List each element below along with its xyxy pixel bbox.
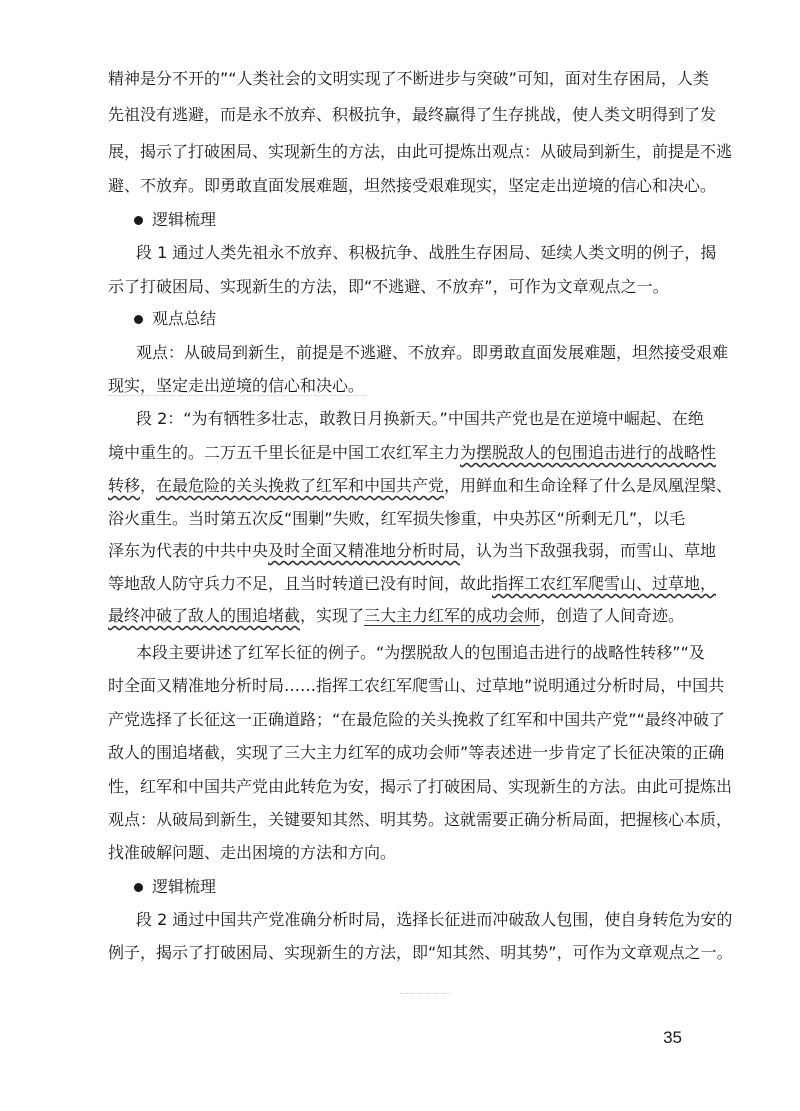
text-line: 示了打破困局、实现新生的方法，即“不逃避、不放弃”，可作为文章观点之一。 bbox=[108, 277, 669, 296]
text-line: 避、不放弃。即勇敢直面发展难题，坦然接受艰难现实，坚定走出逆境的信心和决心。 bbox=[108, 176, 717, 195]
divider bbox=[108, 395, 368, 396]
section-heading: 逻辑梳理 bbox=[152, 877, 217, 896]
quote-line: 等地敌人防守兵力不足，且当时转道已没有时间，故此指挥工农红军爬雪山、过草地， bbox=[108, 574, 717, 593]
text-line: 时全面又精准地分析时局……指挥工农红军爬雪山、过草地”说明通过分析时局，中国共 bbox=[108, 676, 725, 695]
quote-line: 最终冲破了敌人的围追堵截，实现了三大主力红军的成功会师，创造了人间奇迹。 bbox=[108, 606, 685, 625]
text-line: 先祖没有逃避，而是永不放弃、积极抗争，最终赢得了生存挑战，使人类文明得到了发 bbox=[108, 105, 717, 124]
quote-line: 段 2：“为有牺牲多壮志，敢教日月换新天。”中国共产党也是在逆境中崛起、在绝 bbox=[136, 409, 704, 428]
text-line: 段 2 通过中国共产党准确分析时局，选择长征进而冲破敌人包围，使自身转危为安的 bbox=[136, 910, 733, 929]
text-line: 段 1 通过人类先祖永不放弃、积极抗争、战胜生存困局、延续人类文明的例子，揭 bbox=[136, 243, 717, 262]
text-line: 例子，揭示了打破困局、实现新生的方法，即“知其然、明其势”，可作为文章观点之一。 bbox=[108, 943, 733, 962]
quote-line: 泽东为代表的中共中央及时全面又精准地分析时局，认为当下敌强我弱，而雪山、草地 bbox=[108, 541, 717, 560]
text-line: 找准破解问题、走出困境的方法和方向。 bbox=[108, 843, 397, 862]
text-line: 观点：从破局到新生，关键要知其然、明其势。这就需要正确分析局面，把握核心本质， bbox=[108, 810, 733, 829]
section-heading: 观点总结 bbox=[152, 309, 217, 328]
text-line: 产党选择了长征这一正确道路；“在最危险的关头挽救了红军和中国共产党”“最终冲破了 bbox=[108, 710, 725, 729]
text-line: 精神是分不开的”“人类社会的文明实现了不断进步与突破”可知，面对生存困局，人类 bbox=[108, 69, 709, 88]
text-line: 展，揭示了打破困局、实现新生的方法，由此可提炼出观点：从破局到新生，前提是不逃 bbox=[108, 142, 733, 161]
text-line: 本段主要讲述了红军长征的例子。“为摆脱敌人的包围追击进行的战略性转移”“及 bbox=[136, 643, 705, 662]
bullet-icon bbox=[134, 216, 143, 225]
quote-line: 境中重生的。二万五千里长征是中国工农红军主力为摆脱敌人的包围追击进行的战略性 bbox=[108, 443, 717, 462]
section-heading: 逻辑梳理 bbox=[152, 210, 217, 229]
quote-line: 浴火重生。当时第五次反“围剿”失败，红军损失惨重，中央苏区“所剩无几”，以毛 bbox=[108, 509, 686, 528]
divider bbox=[400, 993, 450, 994]
bullet-icon bbox=[134, 315, 143, 324]
bullet-icon bbox=[134, 883, 143, 892]
page-number: 35 bbox=[663, 1028, 682, 1047]
text-line: 现实，坚定走出逆境的信心和决心。 bbox=[108, 376, 365, 395]
text-line: 性，红军和中国共产党由此转危为安，揭示了打破困局、实现新生的方法。由此可提炼出 bbox=[108, 777, 733, 796]
text-line: 敌人的围追堵截，实现了三大主力红军的成功会师”等表述进一步肯定了长征决策的正确 bbox=[108, 743, 725, 762]
quote-line: 转移，在最危险的关头挽救了红军和中国共产党，用鲜血和生命诠释了什么是凤凰涅槃、 bbox=[108, 476, 733, 495]
text-line: 观点：从破局到新生，前提是不逃避、不放弃。即勇敢直面发展难题，坦然接受艰难 bbox=[136, 343, 729, 362]
